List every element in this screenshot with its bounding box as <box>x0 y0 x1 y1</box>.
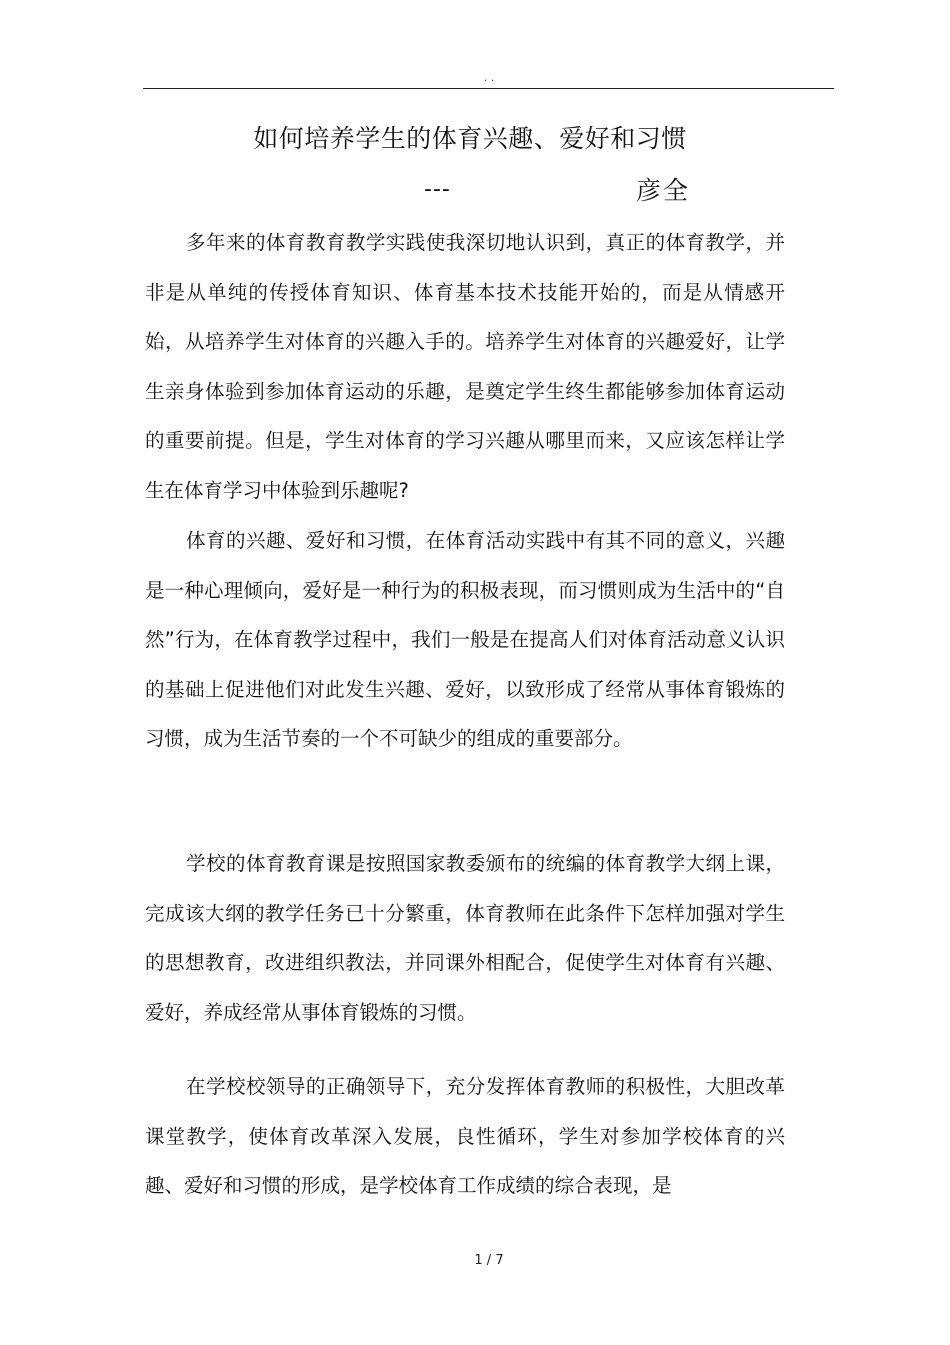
paragraph-3: 学校的体育教育课是按照国家教委颁布的统编的体育教学大纲上课，完成该大纲的教学任务已十分繁重，体育教师在此条件下怎样加强对学生的思想教育，改进组织教法，并同课外相配合，促使学生对体育有兴趣、爱好，养成经常从事体育锻炼的习惯。 <box>145 852 785 1024</box>
document-title: 如何培养学生的体育兴趣、爱好和习惯 <box>253 124 687 153</box>
header-rule <box>143 88 834 89</box>
header-mark: . . <box>483 71 495 84</box>
paragraph-2: 体育的兴趣、爱好和习惯，在体育活动实践中有其不同的意义，兴趣是一种心理倾向，爱好是一种行为的积极表现，而习惯则成为生活中的“自然”行为，在体育教学过程中，我们一般是在提高人们对体育活动意义认识的基础上促进他们对此发生兴趣、爱好，以致形成了经常从事体育锻炼的习惯，成为生活节奏的一个不可缺少的组成的重要部分。 <box>145 529 785 751</box>
byline-dash: --- <box>424 177 451 202</box>
author-name: 彦全 <box>636 176 691 205</box>
paragraph-1: 多年来的体育教育教学实践使我深切地认识到，真正的体育教学，并非是从单纯的传授体育知识、体育基本技术技能开始的，而是从情感开始，从培养学生对体育的兴趣入手的。培养学生对体育的兴趣爱好，让学生亲身体验到参加体育运动的乐趣，是奠定学生终生都能够参加体育运动的重要前提。但是，学生对体育的学习兴趣从哪里而来，又应该怎样让学生在体育学习中体验到乐趣呢? <box>145 231 785 502</box>
page-number: 1 / 7 <box>474 1253 504 1268</box>
paragraph-4: 在学校校领导的正确领导下，充分发挥体育教师的积极性，大胆改革课堂教学，使体育改革深入发展，良性循环，学生对参加学校体育的兴趣、爱好和习惯的形成，是学校体育工作成绩的综合表现，是 <box>145 1075 785 1198</box>
